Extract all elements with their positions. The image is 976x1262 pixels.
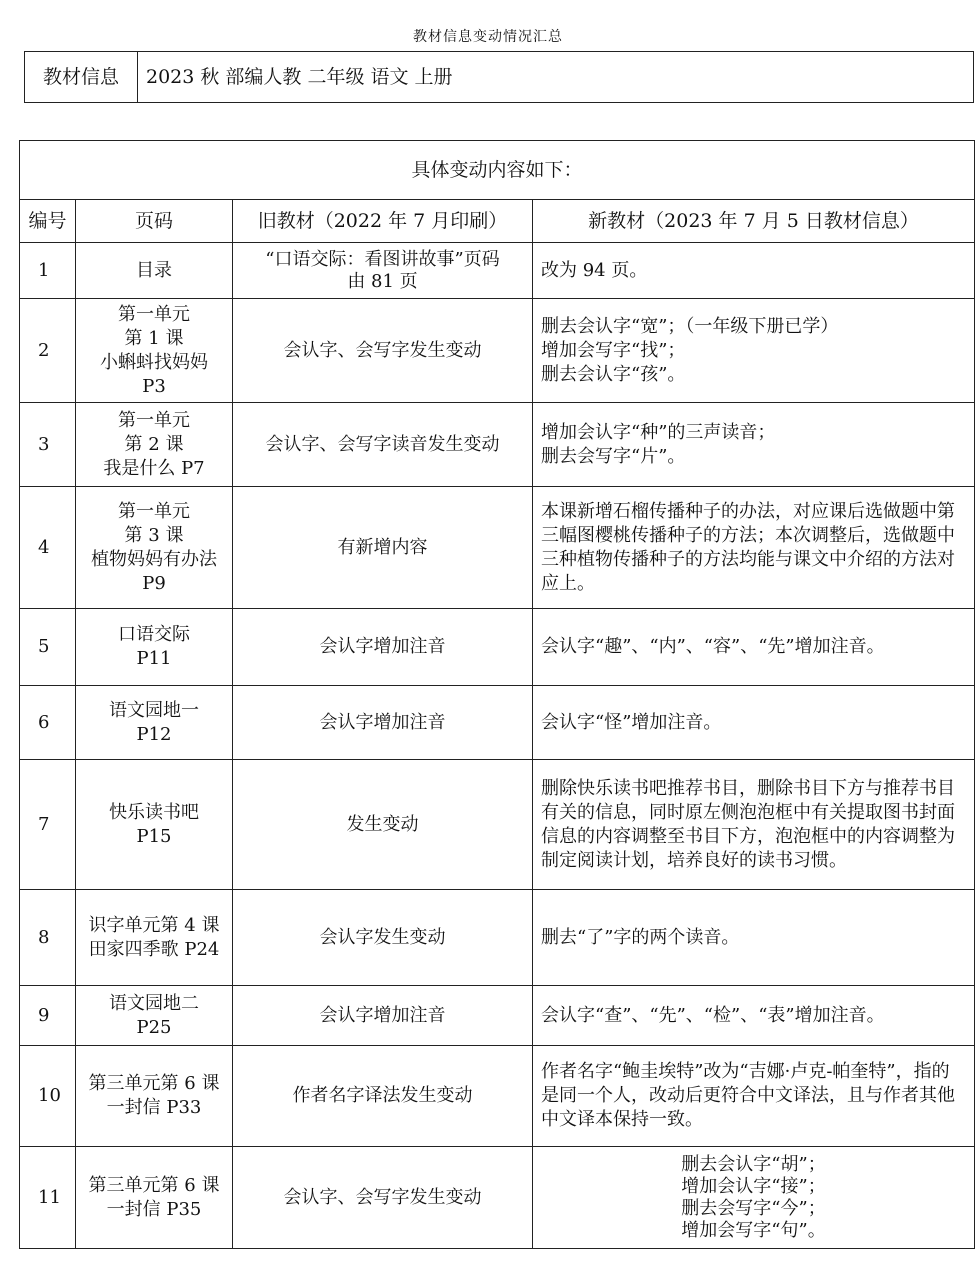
table-row — [20, 403, 975, 487]
row-page: 第三单元第 6 课 一封信 P33 — [76, 1046, 233, 1147]
row-old: 会认字增加注音 — [233, 986, 533, 1046]
row-old: “口语交际：看图讲故事”页码 由 81 页 — [233, 243, 533, 299]
row-num: 3 — [20, 403, 76, 487]
textbook-info-table — [24, 51, 974, 103]
row-num: 11 — [20, 1147, 76, 1249]
header-new: 新教材（2023 年 7 月 5 日教材信息） — [533, 200, 975, 243]
row-num: 8 — [20, 890, 76, 986]
row-new: 会认字“查”、“先”、“检”、“表”增加注音。 — [533, 986, 975, 1046]
table-header-row — [20, 200, 975, 243]
row-old: 会认字增加注音 — [233, 686, 533, 760]
row-new: 增加会认字“种”的三声读音； 删去会写字“片”。 — [533, 403, 975, 487]
row-page: 语文园地一 P12 — [76, 686, 233, 760]
row-old: 有新增内容 — [233, 487, 533, 609]
info-value: 2023 秋 部编人教 二年级 语文 上册 — [138, 52, 974, 103]
row-new: 本课新增石榴传播种子的办法，对应课后选做题中第三幅图樱桃传播种子的方法；本次调整后，选做题中三种植物传播种子的方法均能与课文中介绍的方法对应上。 — [533, 487, 975, 609]
header-old: 旧教材（2022 年 7 月印刷） — [233, 200, 533, 243]
page-title: 教材信息变动情况汇总 — [413, 29, 563, 45]
row-page: 第一单元 第 1 课 小蝌蚪找妈妈 P3 — [76, 299, 233, 403]
row-new: 删去“了”字的两个读音。 — [533, 890, 975, 986]
table-row — [20, 609, 975, 686]
row-num: 4 — [20, 487, 76, 609]
row-new: 删去会认字“胡”； 增加会认字“接”； 删去会写字“今”； 增加会写字“句”。 — [533, 1147, 975, 1249]
table-row — [20, 487, 975, 609]
table-row — [20, 986, 975, 1046]
row-new: 会认字“趣”、“内”、“容”、“先”增加注音。 — [533, 609, 975, 686]
row-new: 删除快乐读书吧推荐书目，删除书目下方与推荐书目有关的信息，同时原左侧泡泡框中有关提取图书封面信息的内容调整至书目下方，泡泡框中的内容调整为制定阅读计划，培养良好的读书习惯。 — [533, 760, 975, 890]
row-page: 第一单元 第 3 课 植物妈妈有办法 P9 — [76, 487, 233, 609]
table-row — [20, 299, 975, 403]
changes-table — [19, 140, 975, 1249]
row-new: 会认字“怪”增加注音。 — [533, 686, 975, 760]
row-num: 10 — [20, 1046, 76, 1147]
table-caption: 具体变动内容如下： — [20, 141, 975, 200]
row-num: 6 — [20, 686, 76, 760]
table-row — [20, 686, 975, 760]
row-num: 7 — [20, 760, 76, 890]
row-new: 改为 94 页。 — [533, 243, 975, 299]
row-num: 5 — [20, 609, 76, 686]
row-old: 会认字、会写字发生变动 — [233, 1147, 533, 1249]
table-row — [20, 1147, 975, 1249]
header-page: 页码 — [76, 200, 233, 243]
row-page: 快乐读书吧 P15 — [76, 760, 233, 890]
row-old: 会认字、会写字读音发生变动 — [233, 403, 533, 487]
row-old: 会认字、会写字发生变动 — [233, 299, 533, 403]
row-page: 识字单元第 4 课 田家四季歌 P24 — [76, 890, 233, 986]
row-new: 删去会认字“宽”；（一年级下册已学） 增加会写字“找”； 删去会认字“孩”。 — [533, 299, 975, 403]
row-num: 2 — [20, 299, 76, 403]
row-old: 作者名字译法发生变动 — [233, 1046, 533, 1147]
row-old: 发生变动 — [233, 760, 533, 890]
row-page: 目录 — [76, 243, 233, 299]
table-row — [20, 243, 975, 299]
info-label: 教材信息 — [25, 52, 138, 103]
table-row — [20, 760, 975, 890]
table-row — [20, 890, 975, 986]
row-num: 9 — [20, 986, 76, 1046]
row-old: 会认字发生变动 — [233, 890, 533, 986]
row-page: 第一单元 第 2 课 我是什么 P7 — [76, 403, 233, 487]
row-page: 第三单元第 6 课 一封信 P35 — [76, 1147, 233, 1249]
row-old: 会认字增加注音 — [233, 609, 533, 686]
row-page: 语文园地二 P25 — [76, 986, 233, 1046]
row-new: 作者名字“鲍圭埃特”改为“吉娜·卢克-帕奎特”，指的是同一个人，改动后更符合中文译法，且与作者其他中文译本保持一致。 — [533, 1046, 975, 1147]
row-page: 口语交际 P11 — [76, 609, 233, 686]
table-row — [20, 1046, 975, 1147]
header-num: 编号 — [20, 200, 76, 243]
row-num: 1 — [20, 243, 76, 299]
